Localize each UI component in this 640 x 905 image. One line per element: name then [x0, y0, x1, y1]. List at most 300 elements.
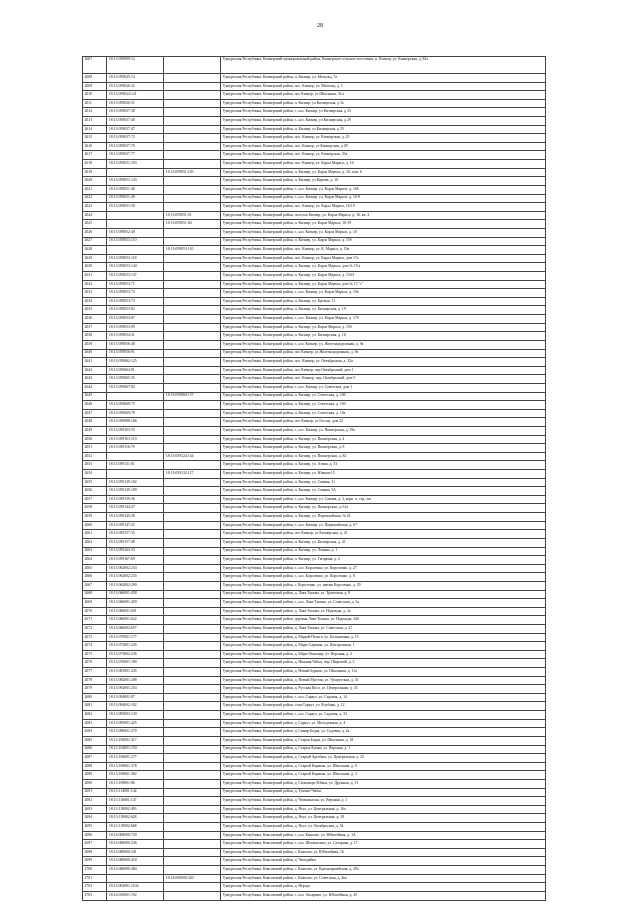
related-cadastral-number-cell — [164, 358, 221, 367]
row-number-cell: 2627 — [83, 237, 107, 246]
table-row — [83, 866, 546, 875]
related-cadastral-number-cell — [164, 866, 221, 875]
address-cell: Удмуртская Республика, Кизнерский район, пос. Кизнер, ул. Октябрьская, д. 32а — [221, 358, 546, 367]
cadastral-number-cell: 18:13:059144:47 — [107, 504, 164, 513]
table-row — [83, 745, 546, 754]
address-cell: Удмуртская Республика, Кизнерский район, г., н.п. Саркуз, ул. Садовая, д. 33 — [221, 711, 546, 720]
table-row — [83, 788, 546, 797]
address-cell: Удмуртская Республика, Кизнерский район, пос. Кизнер, ул Кизнерская, д 29 — [221, 142, 546, 151]
cadastral-number-cell: 18:13:106001:277 — [107, 754, 164, 763]
address-cell: Удмуртская Республика, Кизнерский район, д. Мари-Ошкенер, ул. Верхняя, д. 2 — [221, 650, 546, 659]
cadastral-number-cell: 18:13:059053:144 — [107, 263, 164, 272]
table-row — [83, 728, 546, 737]
related-cadastral-number-cell — [164, 332, 221, 341]
cadastral-number-cell: 18:13:059139:36 — [107, 495, 164, 504]
cadastral-number-cell: 18:14:000000:418 — [107, 857, 164, 866]
address-cell: Удмуртская Республика, Кизнерский район, п. Кизнер, ул. Карла Маркса, дом № 15 "г" — [221, 280, 546, 289]
table-row — [83, 676, 546, 685]
row-number-cell: 2652 — [83, 452, 107, 461]
related-cadastral-number-cell — [164, 323, 221, 332]
table-row — [83, 857, 546, 866]
cadastral-number-cell: 18:13:059053:118 — [107, 254, 164, 263]
address-cell: Удмуртская Республика, Кизнерский район, пос. Кизнер, ул. Карла Маркса, д. 16 — [221, 160, 546, 169]
address-cell: Удмуртская Республика, Кизнерский район, г., н.п. Кизнер, ул. Первомайская, д. 67 — [221, 521, 546, 530]
related-cadastral-number-cell — [164, 728, 221, 737]
related-cadastral-number-cell — [164, 891, 221, 900]
address-cell: Удмуртская Республика, Кизнерский район, п. Кизнер, ул. Карла Маркса, д. 15б — [221, 237, 546, 246]
cadastral-number-cell: 18:13:059037:72 — [107, 134, 164, 143]
table-row — [83, 797, 546, 806]
address-cell: Удмуртская Республика, Кизнерский район, д. Старый Аргабаш, ул. Центральная, д. 25 — [221, 754, 546, 763]
cadastral-number-cell: 18:13:109001:86 — [107, 779, 164, 788]
address-cell: Удмуртская Республика, Киясовский район, д. Чемодайка — [221, 857, 546, 866]
table-row — [83, 883, 546, 892]
address-cell: Удмуртская Республика, Кизнерский район, п. Кизнер, ул. Кремля, 11 — [221, 297, 546, 306]
table-row — [83, 383, 546, 392]
related-cadastral-number-cell — [164, 203, 221, 212]
related-cadastral-number-cell — [164, 495, 221, 504]
related-cadastral-number-cell — [164, 375, 221, 384]
cadastral-number-cell: 18:13:073002:236 — [107, 650, 164, 659]
row-number-cell: 2649 — [83, 426, 107, 435]
row-number-cell: 2689 — [83, 771, 107, 780]
related-cadastral-number-cell — [164, 857, 221, 866]
address-cell: Удмуртская Республика, Кизнерский район, д. Новый Мултан, ул. Удмуртская, д. 31 — [221, 676, 546, 685]
row-number-cell: 2661 — [83, 530, 107, 539]
related-cadastral-number-cell — [164, 711, 221, 720]
row-number-cell: 2630 — [83, 263, 107, 272]
address-cell: Удмуртская Республика, Кизнерский район, д. Старый Кармыж, ул. Школьная, д. 9 — [221, 762, 546, 771]
cadastral-number-cell: 18:13:114001:144 — [107, 788, 164, 797]
table-row — [83, 340, 546, 349]
table-row — [83, 805, 546, 814]
cadastral-number-cell: 18:13:059069:75 — [107, 401, 164, 410]
related-cadastral-number-cell — [164, 487, 221, 496]
related-cadastral-number-cell — [164, 366, 221, 375]
table-row — [83, 444, 546, 453]
cadastral-number-cell: 18:13:062002:290 — [107, 581, 164, 590]
related-cadastral-number-cell — [164, 461, 221, 470]
row-number-cell: 2611 — [83, 99, 107, 108]
address-cell: Удмуртская Республика, Кизнерский район, пос. Кизнер, ул. Карла Маркса, дом 17а — [221, 254, 546, 263]
cadastral-number-cell: 18:13:059051:40 — [107, 185, 164, 194]
row-number-cell: 2678 — [83, 676, 107, 685]
row-number-cell: 2669 — [83, 599, 107, 608]
cadastral-number-cell: 18:13:059053:110 — [107, 237, 164, 246]
address-cell: Удмуртская Республика, Кизнерский район, г., н.п. Лака-Тыжма, ул. Советская, д. 3а — [221, 599, 546, 608]
table-row — [83, 57, 546, 74]
related-cadastral-number-cell — [164, 538, 221, 547]
row-number-cell: 2685 — [83, 736, 107, 745]
row-number-cell: 2664 — [83, 556, 107, 565]
table-row — [83, 711, 546, 720]
table-row — [83, 754, 546, 763]
address-cell: Удмуртская Республика, Кизнерский район, п. Кизнер, ул. Савина, 31 — [221, 478, 546, 487]
related-cadastral-number-cell — [164, 82, 221, 91]
related-cadastral-number-cell — [164, 745, 221, 754]
table-row — [83, 315, 546, 324]
address-cell: Удмуртская Республика, Кизнерский район, п. Кизнер, ул. Мельзац, 7а — [221, 74, 546, 83]
table-row — [83, 151, 546, 160]
table-row — [83, 117, 546, 126]
row-number-cell: 2681 — [83, 702, 107, 711]
related-cadastral-number-cell — [164, 117, 221, 126]
related-cadastral-number-cell — [164, 788, 221, 797]
row-number-cell: 2623 — [83, 203, 107, 212]
page-number: 28 — [317, 23, 323, 29]
related-cadastral-number-cell — [164, 736, 221, 745]
row-number-cell: 2646 — [83, 401, 107, 410]
address-cell: Удмуртская Республика, Кизнерский район, пос. Кизнер, пер. Октябрьский, дом 5 — [221, 375, 546, 384]
table-row — [83, 375, 546, 384]
table-row — [83, 160, 546, 169]
related-cadastral-number-cell: 18:13:059069:157 — [164, 392, 221, 401]
address-cell: Удмуртская Республика, Кизнерский район, д. Старые Копки, ул. Верхняя, д. 1 — [221, 745, 546, 754]
cadastral-number-cell: 18:13:059053:82 — [107, 306, 164, 315]
table-row — [83, 564, 546, 573]
address-cell: Удмуртская Республика, Кизнерский район, п. Кизнер, ул. Ленина, д. 1 — [221, 547, 546, 556]
row-number-cell: 2663 — [83, 547, 107, 556]
address-cell: Удмуртская Республика, Кизнерский район, д. Ягул, ул. Центральная, д. 18 — [221, 814, 546, 823]
table-row — [83, 263, 546, 272]
cadastral-number-cell: 18:13:066001:459 — [107, 599, 164, 608]
table-row — [83, 581, 546, 590]
row-number-cell: 2698 — [83, 848, 107, 857]
row-number-cell: 2634 — [83, 297, 107, 306]
address-cell: Удмуртская Республика, Киясовский район, г., н.п. Киясово, ул. Юбилейная, д. 1А — [221, 831, 546, 840]
related-cadastral-number-cell: 18:13:059053:110 — [164, 246, 221, 255]
table-row — [83, 401, 546, 410]
table-row — [83, 237, 546, 246]
cadastral-number-cell: 18:13:059009:12 — [107, 57, 164, 74]
related-cadastral-number-cell — [164, 590, 221, 599]
address-cell: Удмуртская Республика, Кизнерский район, д. Саркуз, ул. Молодежная, д. 4 — [221, 719, 546, 728]
cadastral-number-cell: 18:13:059103:55 — [107, 426, 164, 435]
table-row — [83, 435, 546, 444]
table-row — [83, 297, 546, 306]
related-cadastral-number-cell — [164, 702, 221, 711]
address-cell: Удмуртская Республика, Кизнерский район, п. Кизнер, ул Кизнерская, д 3а — [221, 99, 546, 108]
table-row — [83, 366, 546, 375]
row-number-cell: 2659 — [83, 513, 107, 522]
table-row — [83, 134, 546, 143]
address-cell: Удмуртская Республика, Кизнерский район, п. Кизнер, ул. Азина, д. 53 — [221, 461, 546, 470]
row-number-cell: 2651 — [83, 444, 107, 453]
cadastral-number-cell: 18:13:059024:121 — [107, 91, 164, 100]
cadastral-number-cell: 18:13:062002:235 — [107, 573, 164, 582]
row-number-cell: 2677 — [83, 668, 107, 677]
table-row — [83, 513, 546, 522]
related-cadastral-number-cell — [164, 280, 221, 289]
row-number-cell: 2700 — [83, 866, 107, 875]
cadastral-number-cell: 18:13:082001:208 — [107, 676, 164, 685]
table-row — [83, 426, 546, 435]
row-number-cell: 2699 — [83, 857, 107, 866]
address-cell: Удмуртская Республика, Кизнерский район, пос. Кизнер, ул. Мельзац, д. 1 — [221, 82, 546, 91]
table-row — [83, 599, 546, 608]
table-row — [83, 840, 546, 849]
cadastral-number-cell: 18:13:066001:622 — [107, 616, 164, 625]
address-cell: Удмуртская Республика, Кизнерский район, п. Кизнер, ул. Советская, д. 10а — [221, 409, 546, 418]
related-cadastral-number-cell — [164, 194, 221, 203]
cadastral-number-cell — [107, 211, 164, 220]
cadastral-number-cell: 18:13:059167:69 — [107, 556, 164, 565]
cadastral-number-cell: 18:13:059053:73 — [107, 297, 164, 306]
address-cell: Удмуртская Республика, Кизнерский район, п. Кизнер, ул. Пионерская, д. 82 — [221, 452, 546, 461]
cadastral-number-cell: 18:13:059067:82 — [107, 383, 164, 392]
related-cadastral-number-cell — [164, 762, 221, 771]
row-number-cell: 2653 — [83, 461, 107, 470]
table-row — [83, 228, 546, 237]
address-cell: Удмуртская Республика, Кизнерский район, г., н.п. Кизнер, ул. Советская, дом 1 — [221, 383, 546, 392]
table-row — [83, 521, 546, 530]
address-cell: Удмуртская Республика, Кизнерский район, д. Лака-Тыжма, ул. Надежды, д. 2а — [221, 607, 546, 616]
cadastral-number-cell — [107, 874, 164, 883]
related-cadastral-number-cell — [164, 185, 221, 194]
related-cadastral-number-cell — [164, 177, 221, 186]
cadastral-number-cell: 18:14:000000:729 — [107, 831, 164, 840]
cadastral-number-cell: 18:13:059053:71 — [107, 280, 164, 289]
cadastral-number-cell: 18:13:094002:102 — [107, 702, 164, 711]
related-cadastral-number-cell — [164, 805, 221, 814]
cadastral-number-cell — [107, 452, 164, 461]
table-row — [83, 254, 546, 263]
related-cadastral-number-cell — [164, 633, 221, 642]
table-row — [83, 246, 546, 255]
address-cell: Удмуртская Республика, Кизнерский район, с. Короленко, ул. имени Короленко, д. 29 — [221, 581, 546, 590]
related-cadastral-number-cell — [164, 659, 221, 668]
table-row — [83, 332, 546, 341]
address-cell: Удмуртская Республика, Кизнерский район, г., н.п. Короленко, ул. Короленко, д. 8 — [221, 573, 546, 582]
row-number-cell: 2687 — [83, 754, 107, 763]
address-cell: Удмуртская Республика, Кизнерский район, пос Кизнер, ул Школьная, 34 а — [221, 91, 546, 100]
related-cadastral-number-cell — [164, 883, 221, 892]
address-cell: Удмуртская Республика, Кизнерский район, п. Кизнер, ул. Савина, 5А — [221, 487, 546, 496]
cadastral-number-cell — [107, 220, 164, 229]
address-cell: Удмуртская Республика, Кизнерский район, пос Кизнер, ул Железнодорожная, д. 9а — [221, 349, 546, 358]
table-row — [83, 625, 546, 634]
cadastral-number-cell: 18:13:059053:147 — [107, 272, 164, 281]
row-number-cell: 2680 — [83, 693, 107, 702]
cadastral-number-cell: 18:14:000000:484 — [107, 866, 164, 875]
row-number-cell: 2638 — [83, 332, 107, 341]
table-row — [83, 874, 546, 883]
row-number-cell: 2702 — [83, 883, 107, 892]
related-cadastral-number-cell — [164, 349, 221, 358]
address-cell: Удмуртская Республика, Кизнерский район, пос. Кизнер, ул. Карла Маркса, 16-10 — [221, 203, 546, 212]
row-number-cell: 2632 — [83, 280, 107, 289]
row-number-cell: 2626 — [83, 228, 107, 237]
cadastral-number-cell: 18:13:059025:14 — [107, 74, 164, 83]
cadastral-number-cell: 18:13:095001:425 — [107, 719, 164, 728]
address-cell: Удмуртская Республика, Кизнерский район, г., н.п. Кизнер, ул. Железнодорожная, д. 9а — [221, 340, 546, 349]
address-cell: Удмуртская Республика, Кизнерский район, г., н.п. Кизнер, ул. Карла Маркса, д. 16б — [221, 185, 546, 194]
related-cadastral-number-cell — [164, 504, 221, 513]
row-number-cell: 2644 — [83, 383, 107, 392]
related-cadastral-number-cell — [164, 685, 221, 694]
cadastral-number-cell: 18:13:062002:233 — [107, 564, 164, 573]
related-cadastral-number-cell — [164, 263, 221, 272]
table-row — [83, 685, 546, 694]
row-number-cell: 2620 — [83, 177, 107, 186]
row-number-cell: 2639 — [83, 340, 107, 349]
row-number-cell: 2645 — [83, 392, 107, 401]
address-cell: Удмуртская Республика, Кизнерский район, п. Кизнер, ул. Советская, д. 10б — [221, 401, 546, 410]
cadastral-number-cell: 18:13:059037:77 — [107, 151, 164, 160]
address-cell: Удмуртская Республика, Кизнерский район, п. Кизнер, ул. Пионерская, д. 8 — [221, 444, 546, 453]
row-number-cell: 2684 — [83, 728, 107, 737]
row-number-cell: 2637 — [83, 323, 107, 332]
related-cadastral-number-cell — [164, 840, 221, 849]
property-table — [82, 56, 546, 901]
table-row — [83, 607, 546, 616]
cadastral-number-cell: 18:13:059139:109 — [107, 487, 164, 496]
row-number-cell: 2615 — [83, 134, 107, 143]
cadastral-number-cell: 18:13:116001:147 — [107, 797, 164, 806]
address-cell: Удмуртская Республика, Кизнерский район, п. Кизнер, ул. Карла Маркса, 16-19 — [221, 220, 546, 229]
related-cadastral-number-cell — [164, 814, 221, 823]
cadastral-number-cell: 18:13:118002:493 — [107, 805, 164, 814]
address-cell: Удмуртская Республика, Кизнерский район, г., н.п. Кизнер, ул. Карла Маркса, д. 10 — [221, 228, 546, 237]
row-number-cell: 2610 — [83, 91, 107, 100]
row-number-cell: 2695 — [83, 823, 107, 832]
related-cadastral-number-cell — [164, 625, 221, 634]
table-row — [83, 530, 546, 539]
cadastral-number-cell: 18:13:059051:143 — [107, 177, 164, 186]
cadastral-number-cell: 18:13:106001:382 — [107, 771, 164, 780]
address-cell: Удмуртская Республика, Кизнерский район, д. Марый-Пельга, ул. Больничная, д. 15 — [221, 633, 546, 642]
address-cell: Удмуртская Республика, Кизнерский район, п. Кизнер, ул. Пионерская, д. 61а — [221, 504, 546, 513]
cadastral-number-cell: 18:14:000000:341 — [107, 848, 164, 857]
address-cell: Удмуртская Республика, Кизнерский район, п. Кизнер, ул. Гагарина, д. 2 — [221, 556, 546, 565]
cadastral-number-cell: 18:13:059103:119 — [107, 435, 164, 444]
row-number-cell: 2650 — [83, 435, 107, 444]
row-number-cell: 2662 — [83, 538, 107, 547]
row-number-cell: 2624 — [83, 211, 107, 220]
table-row — [83, 358, 546, 367]
related-cadastral-number-cell — [164, 521, 221, 530]
row-number-cell: 2647 — [83, 409, 107, 418]
address-cell: Удмуртская Республика, Кизнерский район, д. Новый Бурнак, ул. Школьная, д. 11а — [221, 668, 546, 677]
row-number-cell: 2607 — [83, 57, 107, 74]
table-row — [83, 659, 546, 668]
row-number-cell: 2643 — [83, 375, 107, 384]
row-number-cell: 2670 — [83, 607, 107, 616]
table-row — [83, 306, 546, 315]
address-cell: Удмуртская Республика, Кизнерский район, п. Кизнер, ул. Южная-15 — [221, 470, 546, 479]
table-row — [83, 848, 546, 857]
row-number-cell: 2693 — [83, 805, 107, 814]
cadastral-number-cell: 18:13:059037:47 — [107, 125, 164, 134]
row-number-cell: 2654 — [83, 470, 107, 479]
related-cadastral-number-cell — [164, 642, 221, 651]
row-number-cell: 2636 — [83, 315, 107, 324]
cadastral-number-cell — [107, 470, 164, 479]
table-row — [83, 573, 546, 582]
table-row — [83, 719, 546, 728]
row-number-cell: 2609 — [83, 82, 107, 91]
address-cell: Удмуртская Республика, Кизнерский район, д. Ягул, ул. Центральная, д. 16а — [221, 805, 546, 814]
address-cell: Удмуртская Республика, Киясовский район, с. Киясово, ул. Советская, д. 4ка — [221, 874, 546, 883]
cadastral-number-cell: 18:13:059069:78 — [107, 409, 164, 418]
address-cell: Удмуртская Республика, Кизнерский район, г., н.п. Кизнер, ул Кизнерская, д 29 — [221, 117, 546, 126]
row-number-cell: 2625 — [83, 220, 107, 229]
related-cadastral-number-cell: 18:13:059051:103 — [164, 168, 221, 177]
address-cell: Удмуртская Республика, Киясовский район, с. Киясово, ул. Юбилейная, 16 — [221, 848, 546, 857]
table-row — [83, 108, 546, 117]
address-cell: Удмуртская Республика, Кизнерский район, г., н.п. Кизнер, ул. Карла Маркса, д. 17б — [221, 315, 546, 324]
cadastral-number-cell — [107, 392, 164, 401]
address-cell: Удмуртская Республика, Кизнерский район, п. Кизнер, ул. Карла Маркса, дом № 19 а — [221, 263, 546, 272]
cadastral-number-cell: 18:13:059026:51 — [107, 99, 164, 108]
address-cell: Удмуртская Республика, Кизнерский район, г., н.п. Короленко, ул. Короленко, д. 27 — [221, 564, 546, 573]
row-number-cell: 2686 — [83, 745, 107, 754]
cadastral-number-cell: 18:13:066001:601 — [107, 607, 164, 616]
table-row — [83, 633, 546, 642]
address-cell: Удмуртская Республика, Кизнерский район, г., н.п. Кизнер, ул. Карла Маркса, д. 16-9 — [221, 194, 546, 203]
cadastral-number-cell — [107, 246, 164, 255]
row-number-cell: 2619 — [83, 168, 107, 177]
address-cell: Удмуртская Республика, Кизнерский район, г., н.п. Кизнер, ул Кизнерская, д 33 — [221, 108, 546, 117]
related-cadastral-number-cell — [164, 57, 221, 74]
related-cadastral-number-cell — [164, 754, 221, 763]
address-cell: Удмуртская Республика, Кизнерский район, пос Кизнер, ул Кизнерская, д. 41 — [221, 530, 546, 539]
row-number-cell: 2660 — [83, 521, 107, 530]
table-row — [83, 91, 546, 100]
address-cell: Удмуртская Республика, Кизнерский район, п. Кизнер, ул. Пионерская, д. 4 — [221, 435, 546, 444]
related-cadastral-number-cell — [164, 573, 221, 582]
related-cadastral-number-cell — [164, 418, 221, 427]
cadastral-number-cell: 18:13:059037:38 — [107, 108, 164, 117]
table-row — [83, 272, 546, 281]
table-row — [83, 831, 546, 840]
row-number-cell: 2690 — [83, 779, 107, 788]
address-cell: Удмуртская Республика, Кизнерский район, г., н.п. Кизнер, ул. Пионерская, д. 19а — [221, 426, 546, 435]
row-number-cell: 2633 — [83, 289, 107, 298]
related-cadastral-number-cell: 18:13:059124:144 — [164, 452, 221, 461]
cadastral-number-cell: 18:13:059062:125 — [107, 358, 164, 367]
related-cadastral-number-cell — [164, 444, 221, 453]
cadastral-number-cell: 18:13:059131:81 — [107, 461, 164, 470]
row-number-cell: 2613 — [83, 117, 107, 126]
cadastral-number-cell: 18:13:094001:87 — [107, 693, 164, 702]
related-cadastral-number-cell — [164, 125, 221, 134]
row-number-cell: 2673 — [83, 633, 107, 642]
table-row — [83, 142, 546, 151]
address-cell: Удмуртская Республика, Кизнерский район, пос Кизнер, пер Октябрьский, дом 1 — [221, 366, 546, 375]
address-cell: Удмуртская Республика, Киясовский район, г., н.п. Аксарино, ул. Юбилейная, д. 25 — [221, 891, 546, 900]
table-row — [83, 220, 546, 229]
row-number-cell: 2679 — [83, 685, 107, 694]
address-cell: Удмуртская Республика, Кизнерский район, г., н.п. Кизнер, ул. Савина, д. 3, корп. а, стр., кв. — [221, 495, 546, 504]
cadastral-number-cell: 18:13:059051:103 — [107, 160, 164, 169]
row-number-cell: 2628 — [83, 246, 107, 255]
table-row — [83, 177, 546, 186]
table-row — [83, 349, 546, 358]
table-row — [83, 185, 546, 194]
related-cadastral-number-cell — [164, 547, 221, 556]
related-cadastral-number-cell: 18:13:059132:117 — [164, 470, 221, 479]
related-cadastral-number-cell — [164, 315, 221, 324]
cadastral-number-cell: 18:13:072001:245 — [107, 642, 164, 651]
address-cell: Удмуртская Республика, Кизнерский район, пос Кизнер, ул Гоголя, дом 22 — [221, 418, 546, 427]
address-cell: Удмуртская Республика, Кизнерский район, д. Сизьоморт-Юмья, ул. Дружная, д. 13 — [221, 779, 546, 788]
cadastral-number-cell: 18:13:059037:79 — [107, 142, 164, 151]
cadastral-number-cell: 18:13:066002:657 — [107, 625, 164, 634]
related-cadastral-number-cell — [164, 108, 221, 117]
table-row — [83, 538, 546, 547]
address-cell: Удмуртская Республика, Кизнерский район, п. Кизнер, ул. Кизнерская, д. 16 — [221, 332, 546, 341]
